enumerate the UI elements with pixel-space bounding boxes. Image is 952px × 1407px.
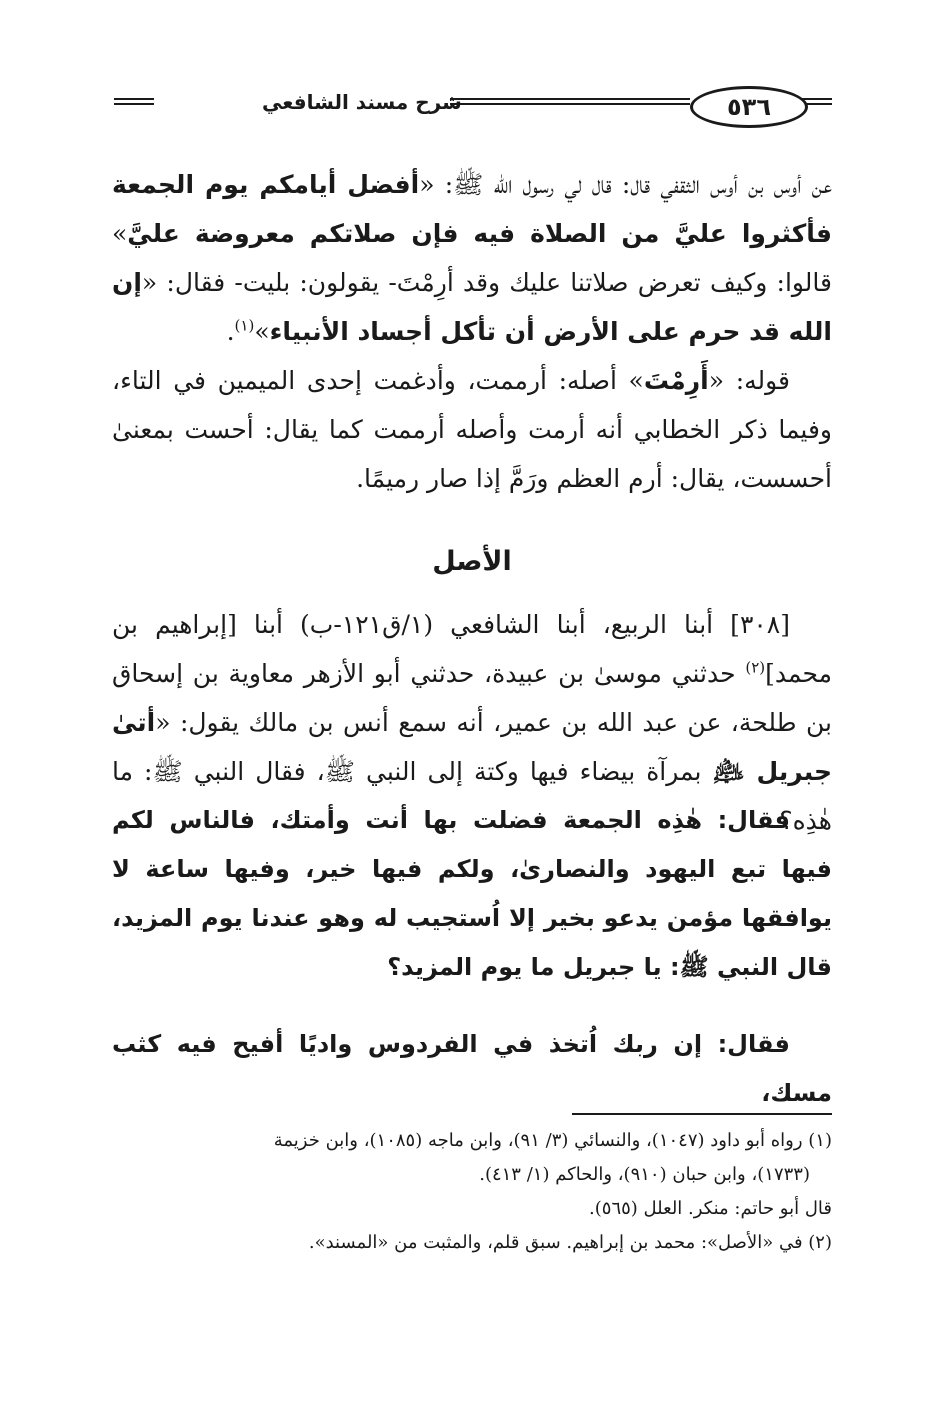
header-rule-left bbox=[114, 98, 154, 105]
footnote-1-note: قال أبو حاتم: منكر. العلل (٥٦٥). bbox=[589, 1198, 832, 1219]
paragraph-hadith-aws bbox=[112, 160, 832, 356]
section-heading: الأصل bbox=[432, 546, 512, 577]
header-rule-middle bbox=[450, 98, 690, 105]
paragraph-hadith-text: فقال: هٰذِه الجمعة فضلت بها أنت وأمتك، فالناس لكم فيها تبع اليهود والنصارىٰ، ولكم فيها خير، وفيها ساعة لا يوافقها مؤمن يدعو بخير إلا اُستجيب له وهو عندنا يوم المزيد، قال النبي ﷺ: يا جبريل ما يوم المزيد؟ bbox=[112, 806, 832, 981]
hadith-quote: أفضل أيامكم يوم الجمعة فأكثروا عليَّ من الصلاة فيه فإن صلاتكم معروضة عليَّ bbox=[112, 170, 832, 248]
text-run: حدثني موسىٰ بن عبيدة، حدثني أبو الأزهر معاوية بن إسحاق بن طلحة، عن عبد الله بن عمير، أنه سمع أنس بن مالك يقول: « bbox=[112, 659, 832, 737]
page-number: ٥٣٦ bbox=[690, 86, 808, 128]
paragraph-hadith-continued: فقال: إن ربك اُتخذ في الفردوس واديًا أفيح فيه كثب مسك، bbox=[112, 1030, 832, 1107]
text-run: . bbox=[226, 317, 235, 346]
text-run: » bbox=[254, 317, 270, 346]
text-run: » أصله: أرممت، وأدغمت إحدى الميمين في التاء، وفيما ذكر الخطابي أنه أرمت وأصله أرممت كما يقال: أحست بمعنىٰ أحسست، يقال: أرم العظم ورَمَّ إذا صار رميمًا. bbox=[112, 366, 832, 493]
footnote-2: (٢) في «الأصل»: محمد بن إبراهيم. سبق قلم، والمثبت من «المسند». bbox=[308, 1232, 832, 1253]
footnote-ref-2[interactable]: (٢) bbox=[745, 658, 766, 677]
quoted-word: أَرِمْتَ bbox=[643, 366, 709, 395]
footnote-1-line-1: (١) رواه أبو داود (١٠٤٧)، والنسائي (٣/ ٩١)، وابن ماجه (١٠٨٥)، وابن خزيمة bbox=[273, 1130, 832, 1151]
text-run: » قالوا: وكيف تعرض صلاتنا عليك وقد أرِمْتَ- يقولون: بليت- فقال: « bbox=[112, 219, 832, 297]
running-header bbox=[110, 82, 832, 126]
hadith-quote: إن الله قد حرم على الأرض أن تأكل أجساد الأنبياء bbox=[112, 268, 832, 346]
text-run: بمرآة بيضاء فيها وكتة إلى النبي ﷺ، فقال النبي ﷺ: ما هٰذِه؟ bbox=[112, 757, 832, 835]
footnote-ref-1[interactable]: (١) bbox=[234, 316, 255, 335]
text-run: [٣٠٨] أبنا الربيع، أبنا الشافعي (١/ق١٢١-ب) أبنا [إبراهيم بن محمد] bbox=[112, 610, 832, 688]
footnote-1-line-2: (١٧٣٣)، وابن حبان (٩١٠)، والحاكم (١/ ٤١٣). bbox=[479, 1164, 810, 1185]
paragraph-commentary bbox=[112, 356, 832, 503]
header-title: شرح مسند الشافعي bbox=[262, 90, 462, 114]
hadith-quote: أتىٰ جبريل ﵇ bbox=[112, 708, 833, 786]
footnotes bbox=[112, 1124, 832, 1260]
footnote-separator bbox=[572, 1113, 832, 1115]
text-run: قوله: « bbox=[708, 366, 791, 395]
footnote-1 bbox=[112, 1124, 832, 1192]
text-run: عن أوس بن أوس الثقفي قال: قال لي رسول الله ﷺ: « bbox=[419, 170, 833, 199]
